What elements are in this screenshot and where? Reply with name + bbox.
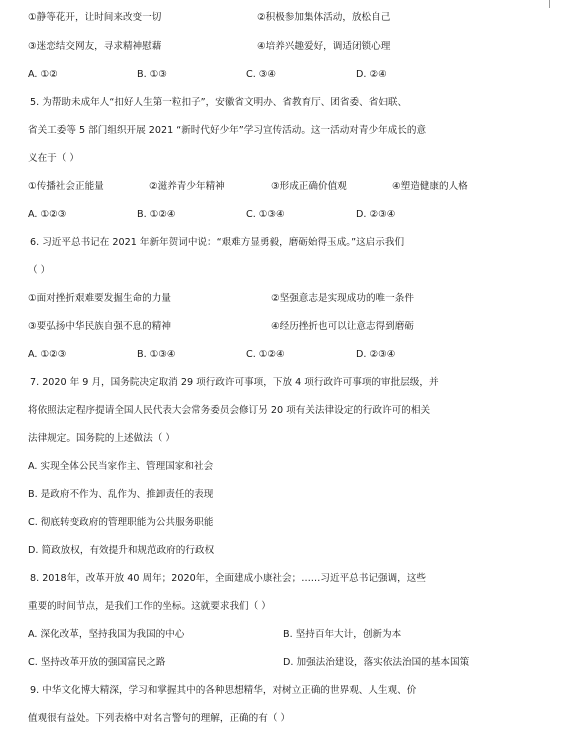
q6-option-1: ①面对挫折艰难要发掘生命的力量 [28,293,171,304]
q5-choice-b: B. ①②④ [137,209,176,220]
q4-choice-b: B. ①③ [137,69,167,80]
q4-option-4: ④培养兴趣爱好，调适闭锁心理 [257,41,391,52]
q5-option-2: ②滋养青少年精神 [149,181,225,192]
q6-option-4: ④经历挫折也可以让意志得到磨砺 [271,321,414,332]
q5-stem-line-2: 省关工委等 5 部门组织开展 2021 “新时代好少年”学习宣传活动。这一活动对青少年成长的意 [28,125,427,136]
q8-option-b: B. 坚持百年大计，创新为本 [283,629,402,640]
q5-option-4: ④塑造健康的人格 [392,181,468,192]
q7-option-d: D. 简政放权，有效提升和规范政府的行政权 [28,545,215,556]
q9-stem-line-1: 9. 中华文化博大精深，学习和掌握其中的各种思想精华，对树立正确的世界观、人生观、价 [30,685,417,696]
q4-choice-a: A. ①② [28,69,58,80]
q6-choice-b: B. ①③④ [137,349,176,360]
q6-choice-d: D. ②③④ [356,349,396,360]
q5-choice-d: D. ②③④ [356,209,396,220]
q5-stem-line-3: 义在于（ ） [28,153,80,164]
q7-option-c: C. 彻底转变政府的管理职能为公共服务职能 [28,517,214,528]
q6-stem-line-1: 6. 习近平总书记在 2021 年新年贺词中说：“艰难方显勇毅，磨砺始得玉成。”这启示我们 [30,237,405,248]
q6-option-3: ③要弘扬中华民族自强不息的精神 [28,321,171,332]
q5-option-3: ③形成正确价值观 [271,181,347,192]
q5-option-1: ①传播社会正能量 [28,181,104,192]
q7-stem-line-3: 法律规定。国务院的上述做法（ ） [28,433,175,444]
q7-option-a: A. 实现全体公民当家作主、管理国家和社会 [28,461,214,472]
q8-option-c: C. 坚持改革开放的强国富民之路 [28,657,166,668]
q6-stem-line-2: （ ） [28,265,51,276]
q4-option-2: ②积极参加集体活动，放松自己 [257,12,391,23]
q6-option-2: ②坚强意志是实现成功的唯一条件 [271,293,414,304]
q7-stem-line-1: 7. 2020 年 9 月，国务院决定取消 29 项行政许可事项，下放 4 项行政许可事项的审批层级，并 [30,377,439,388]
page-corner-mark [549,0,550,8]
q6-choice-a: A. ①②③ [28,349,67,360]
q8-option-d: D. 加强法治建设，落实依法治国的基本国策 [283,657,470,668]
q7-stem-line-2: 将依照法定程序提请全国人民代表大会常务委员会修订另 20 项有关法律设定的行政许可的相关 [28,405,431,416]
q5-stem-line-1: 5. 为帮助未成年人“扣好人生第一粒扣子”，安徽省文明办、省教育厅、团省委、省妇联、 [30,97,408,108]
q5-choice-c: C. ①③④ [246,209,285,220]
q7-option-b: B. 是政府不作为、乱作为、推卸责任的表现 [28,489,214,500]
q5-choice-a: A. ①②③ [28,209,67,220]
q4-choice-c: C. ③④ [246,69,276,80]
q6-choice-c: C. ①②④ [246,349,285,360]
q4-option-1: ①静等花开，让时间来改变一切 [28,12,162,23]
q4-choice-d: D. ②④ [356,69,387,80]
q9-stem-line-2: 值观很有益处。下列表格中对名言警句的理解，正确的有（ ） [28,713,291,724]
q4-option-3: ③迷恋结交网友，寻求精神慰藉 [28,41,162,52]
q8-option-a: A. 深化改革，坚持我国为我国的中心 [28,629,185,640]
q8-stem-line-2: 重要的时间节点，是我们工作的坐标。这就要求我们（ ） [28,601,271,612]
q8-stem-line-1: 8. 2018年，改革开放 40 周年；2020年，全面建成小康社会；……习近平总书记强调，这些 [30,573,426,584]
